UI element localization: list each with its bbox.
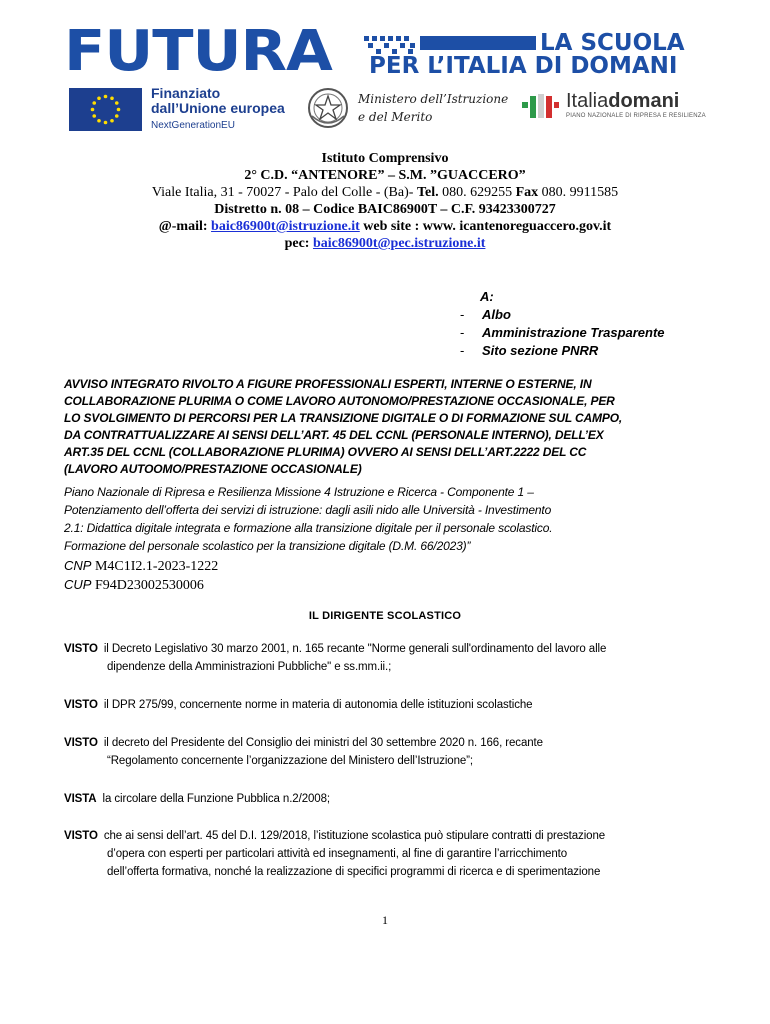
avviso-line: ART.35 DEL CCNL (COLLABORAZIONE PLURIMA) OVVERO AI SENSI DELL’ART.2222 DEL CC (64, 445, 587, 459)
futura-logo: FUTURA (64, 19, 332, 84)
visto-keyword: VISTO (64, 737, 98, 749)
address-text: Viale Italia, 31 - 70027 - Palo del Colle - (Ba)- (151, 185, 414, 200)
avviso-title (64, 376, 714, 478)
eu-star-icon (104, 95, 108, 99)
avviso-line: AVVISO INTEGRATO RIVOLTO A FIGURE PROFESSIONALI ESPERTI, INTERNE O ESTERNE, IN (64, 377, 592, 391)
visto-text: il decreto del Presidente del Consiglio dei ministri del 30 settembre 2020 n. 166, recante (103, 737, 543, 749)
recipient-sito: Sito sezione PNRR (482, 343, 599, 358)
tel-label: Tel. (416, 185, 439, 200)
visto-paragraph (64, 640, 714, 676)
pec-label: pec: (284, 236, 310, 251)
visto-keyword: VISTO (64, 830, 98, 842)
visto-paragraph (64, 696, 714, 714)
recipients-heading: A: (480, 289, 494, 304)
visto-first-line (64, 696, 714, 714)
visto-continuation: “Regolamento concernente l’organizzazione del Ministero dell’Istruzione”; (107, 755, 474, 767)
email-link[interactable]: baic86900t@istruzione.it (211, 219, 360, 234)
scuola-line1: LA SCUOLA (540, 30, 685, 56)
cnp-value: M4C1I2.1-2023-1222 (94, 559, 219, 574)
school-line2: 2° C.D. “ANTENORE” – S.M. ”GUACCERO” (244, 168, 526, 183)
piano-line: Piano Nazionale di Ripresa e Resilienza Missione 4 Istruzione e Ricerca - Componente 1 – (64, 485, 534, 499)
cup-value: F94D23002530006 (94, 578, 204, 593)
visto-first-line (64, 827, 714, 845)
visto-continuation: dell’offerta formativa, nonché la realizzazione di specifici programmi di ricerca e di sperimentazione (107, 866, 601, 878)
eu-star-icon (117, 108, 121, 112)
visto-keyword: VISTA (64, 793, 97, 805)
scuola-line2: PER L’ITALIA DI DOMANI (369, 53, 678, 79)
school-email-row (60, 218, 710, 235)
piano-line: Potenziamento dell’offerta dei servizi di istruzione: dagli asili nido alle Università - Investimento (64, 503, 552, 517)
eu-star-icon (92, 101, 96, 105)
page-number: 1 (382, 913, 388, 927)
avviso-line: COLLABORAZIONE PLURIMA O COME LAVORO AUTONOMO/PRESTAZIONE OCCASIONALE, PER (64, 394, 615, 408)
eu-star-icon (110, 96, 114, 100)
italian-emblem-icon (306, 86, 350, 130)
eu-star-icon (92, 114, 96, 118)
visto-text: il DPR 275/99, concernente norme in materia di autonomia delle istituzioni scolastiche (103, 699, 533, 711)
list-item: - Sito sezione PNRR (460, 343, 599, 358)
italia-bold: domani (608, 90, 680, 112)
ministero-line2: e del Merito (358, 110, 433, 124)
eu-star-icon (110, 119, 114, 123)
italia-domani-mark-icon (520, 92, 560, 120)
eu-flag-icon (69, 88, 142, 131)
list-item: - Albo (460, 307, 511, 322)
recipient-amministrazione: Amministrazione Trasparente (482, 325, 665, 340)
eu-star-icon (115, 114, 119, 118)
eu-star-icon (91, 108, 95, 112)
cup-label: CUP (64, 577, 92, 592)
eu-star-icon (115, 101, 119, 105)
visto-text: la circolare della Funzione Pubblica n.2/2008; (102, 793, 330, 805)
eu-line2: dall’Unione europea (151, 100, 285, 116)
visto-first-line (64, 640, 714, 658)
italia-domani-subtitle: PIANO NAZIONALE DI RIPRESA E RESILIENZA (566, 113, 706, 119)
visto-paragraph (64, 790, 714, 808)
cnp-row (64, 557, 218, 576)
avviso-line: (LAVORO AUTOOMO/PRESTAZIONE OCCASIONALE) (64, 462, 362, 476)
visto-keyword: VISTO (64, 643, 98, 655)
school-line1: Istituto Comprensivo (321, 151, 449, 166)
school-heading (60, 150, 710, 252)
eu-star-icon (97, 119, 101, 123)
website-text: web site : www. icantenoreguaccero.gov.it (363, 219, 612, 234)
school-line4: Distretto n. 08 – Codice BAIC86900T – C.F. 93423300727 (214, 202, 556, 217)
piano-description (64, 483, 714, 555)
fax-value: 080. 9911585 (541, 185, 619, 200)
school-pec-row (60, 235, 710, 252)
dirigente-heading: IL DIRIGENTE SCOLASTICO (308, 610, 462, 622)
ministero-line1: Ministero dell’Istruzione (358, 92, 509, 106)
fax-label: Fax (515, 185, 539, 200)
avviso-line: LO SVOLGIMENTO DI PERCORSI PER LA TRANSIZIONE DIGITALE O DI FORMAZIONE SUL CAMPO, (64, 411, 623, 425)
list-item: - Amministrazione Trasparente (460, 325, 665, 340)
school-address (60, 184, 710, 201)
italia-domani-title (566, 90, 679, 112)
visto-continuation: d’opera con esperti per particolari attività ed insegnamenti, al fine di garantire l’arricchimento (107, 848, 568, 860)
visto-keyword: VISTO (64, 699, 98, 711)
cnp-label: CNP (64, 558, 92, 573)
eu-star-icon (97, 96, 101, 100)
visto-first-line (64, 790, 714, 808)
cup-row (64, 576, 218, 595)
visto-paragraph (64, 734, 714, 770)
eu-line3: NextGenerationEU (151, 120, 235, 131)
piano-line: 2.1: Didattica digitale integrata e formazione alla transizione digitale per il personale scolastico. (64, 521, 553, 535)
eu-line1: Finanziato (151, 85, 221, 101)
eu-star-icon (104, 121, 108, 125)
pec-link[interactable]: baic86900t@pec.istruzione.it (312, 236, 486, 251)
visto-text: il Decreto Legislativo 30 marzo 2001, n. 165 recante "Norme generali sull'ordinamento del lavoro alle (103, 643, 607, 655)
italia-pre: Italia (566, 90, 609, 112)
visto-paragraph (64, 827, 714, 881)
visto-text: che ai sensi dell’art. 45 del D.I. 129/2018, l’istituzione scolastica può stipulare contratti di prestazione (103, 830, 606, 842)
recipient-albo: Albo (482, 307, 511, 322)
eu-funding-text (151, 86, 285, 133)
project-codes (64, 557, 218, 595)
piano-line: Formazione del personale scolastico per la transizione digitale (D.M. 66/2023)” (64, 539, 471, 553)
visto-continuation: dipendenze della Amministrazioni Pubbliche" e ss.mm.ii.; (107, 661, 392, 673)
visto-first-line (64, 734, 714, 752)
avviso-line: DA CONTRATTUALIZZARE AI SENSI DELL’ART. 45 DEL CCNL (PERSONALE INTERNO), DELL’EX (64, 428, 604, 442)
recipients-list (460, 288, 665, 360)
email-label: @-mail: (158, 219, 208, 234)
tel-value: 080. 629255 (442, 185, 513, 200)
banner-bar (420, 36, 536, 50)
ministero-logo-text (358, 90, 508, 126)
